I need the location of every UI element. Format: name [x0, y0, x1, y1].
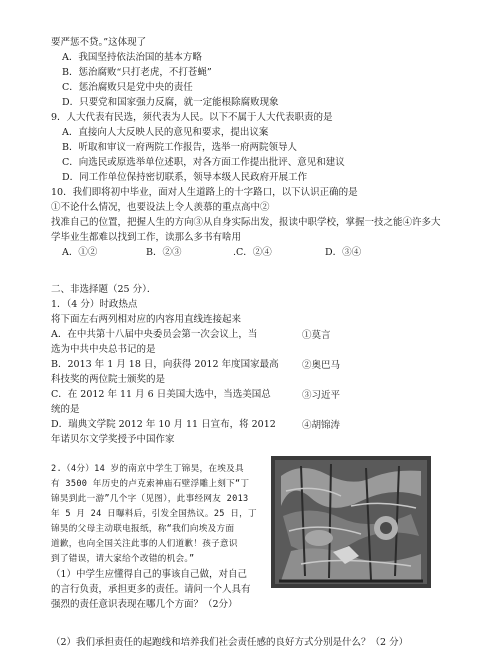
q8-option-a: A．我国坚持依法治国的基本方略 — [62, 52, 202, 63]
q2-text-line: 到了错误，请大家给个改错的机会。” — [51, 554, 195, 564]
relief-photo — [271, 456, 431, 588]
q10-statement-line: 找准自己的位置，把握人生的方向③从自身实际出发，报读中职学校，掌握一技之能④许多大 — [51, 217, 441, 228]
q2-sub2: （2）我们承担责任的起跑线和培养我们社会责任感的良好方式分别是什么？（2 分） — [51, 637, 409, 648]
match-right-3: ③习近平 — [302, 390, 341, 401]
match-left-c: C．在 2012 年 11 月 6 日美国大选中，当选美国总 — [51, 389, 271, 400]
q2-text-line: 道歉，也向全国关注此事的人们道歉！孩子意识 — [51, 539, 238, 549]
q9-option-a: A．直接向人大反映人民的意见和要求，提出议案 — [62, 127, 269, 138]
q2-text-line: 2.（4分）14 岁的南京中学生丁锦昊，在埃及具 — [51, 464, 244, 474]
q10-answer-b: B．②③ — [146, 247, 182, 258]
q1-instruction: 将下面左右两列相对应的内容用直线连接起来 — [51, 314, 242, 325]
match-left-d: D．瑞典文学院 2012 年 10 月 11 日宣布，将 2012 — [51, 419, 276, 430]
q9-option-d: D．同工作单位保持密切联系，领导本级人民政府开展工作 — [62, 172, 308, 183]
match-right-1: ①莫言 — [302, 330, 331, 341]
q10-answer-c: .C．②④ — [233, 247, 272, 258]
q2-sub1-line: （1）中学生应懂得自己的事该自己做，对自己 — [51, 569, 248, 580]
match-left-d-cont: 年诺贝尔文学奖授予中国作家 — [51, 434, 175, 445]
match-right-2: ②奥巴马 — [302, 360, 341, 371]
q2-text-line: 有 3500 年历史的卢克索神庙石壁浮雕上刻下“丁 — [51, 479, 250, 489]
q8-option-d: D．只要党和国家强力反腐，就一定能根除腐败现象 — [62, 97, 279, 108]
q10-statement-line: 学毕业生都难以找到工作，读那么多书有啥用 — [51, 232, 242, 243]
match-left-a: A．在中共第十八届中央委员会第一次会议上，当 — [51, 329, 258, 340]
q2-text-line: 锦昊的父母主动联电报纸，称“我们向埃及方面 — [51, 524, 235, 534]
match-left-b: B．2013 年 1 月 18 日，向获得 2012 年度国家最高 — [51, 359, 279, 370]
match-left-a-cont: 选为中共中央总书记的是 — [51, 344, 156, 355]
q2-sub1-line: 强烈的责任意识表现在哪几个方面？（2分） — [51, 599, 238, 610]
match-left-b-cont: 科技奖的两位院士颁奖的是 — [51, 374, 166, 385]
q8-option-c: C．惩治腐败只是党中央的责任 — [62, 82, 193, 93]
q8-stem-tail: 要严惩不贷。”这体现了 — [51, 37, 147, 48]
match-left-c-cont: 统的是 — [51, 404, 80, 415]
q1-title: 1．（4 分）时政热点 — [51, 299, 138, 310]
q10-answer-d: D．③④ — [325, 247, 362, 258]
q10-stem: 10．我们即将初中毕业，面对人生道路上的十字路口，以下认识正确的是 — [51, 187, 358, 198]
q9-stem: 9．人大代表有民选，须代表为人民。以下不属于人大代表职责的是 — [51, 112, 333, 123]
q9-option-b: B．听取和审议一府两院工作报告，选举一府两院领导人 — [62, 142, 297, 153]
q2-text-line: 年 5 月 24 日曝料后，引发全国热议。25 日，丁 — [51, 509, 257, 519]
q10-answer-a: A．①② — [62, 247, 98, 258]
q8-option-b: B．惩治腐败“只打老虎，不打苍蝇” — [62, 67, 212, 78]
q9-option-c: C．向选民或原选举单位述职，对各方面工作提出批评、意见和建议 — [62, 157, 345, 168]
section-heading: 二、非选择题（25 分）． — [51, 284, 157, 295]
q2-text-line: 锦昊到此一游”几个字（见图），此事经网友 2013 — [51, 494, 249, 504]
q10-statement-line: ①不论什么情况，也要设法上令人羡慕的重点高中② — [51, 202, 270, 213]
match-right-4: ④胡锦涛 — [302, 420, 341, 431]
q2-sub1-line: 的言行负责，承担更多的责任。请问一个人具有 — [51, 584, 251, 595]
